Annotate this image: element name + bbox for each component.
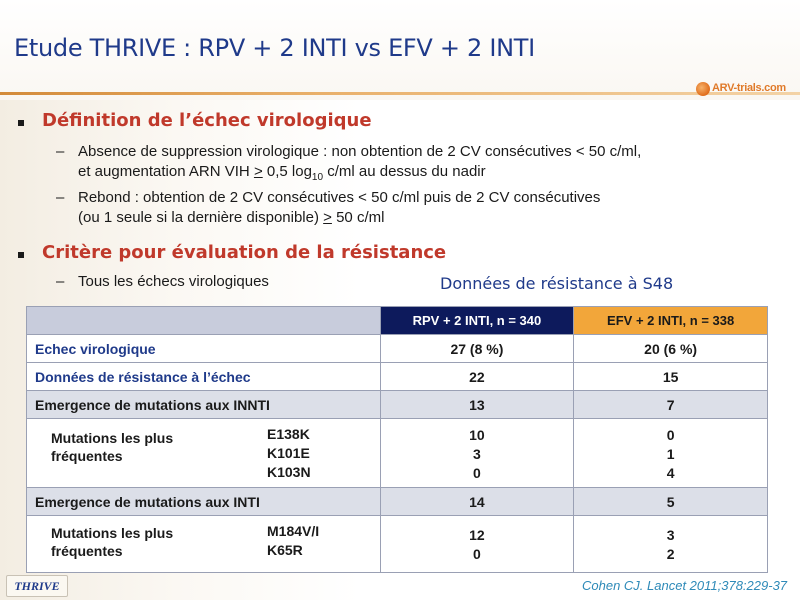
logo-text: ARV-trials.com (712, 82, 786, 94)
efv-value: 7 (574, 391, 768, 419)
row-label: Echec virologique (27, 335, 381, 363)
mutation-name: M184V/I (267, 523, 320, 539)
mutation-name: K103N (267, 464, 311, 480)
sub-item-3-line1: Tous les échecs virologiques (78, 273, 269, 290)
mutation-name: K65R (267, 542, 303, 558)
mutations-label: Mutations les plus fréquentes (51, 430, 174, 464)
arv-trials-logo (696, 80, 792, 98)
table-row (27, 391, 768, 419)
sub-item-2-line1: Rebond : obtention de 2 CV consécutives < 50 c/ml puis de 2 CV consécutives (78, 189, 601, 206)
bullet-square-icon (18, 252, 24, 258)
efv-values (574, 419, 768, 488)
mutation-list (267, 425, 311, 482)
table-row (27, 516, 768, 573)
mutations-cell (27, 419, 381, 488)
efv-value: 1 (666, 445, 675, 462)
header-rpv: RPV + 2 INTI, n = 340 (380, 307, 574, 335)
table-row (27, 335, 768, 363)
rpv-value: 12 (469, 527, 485, 543)
rpv-value: 3 (473, 445, 481, 462)
row-label: Données de résistance à l’échec (27, 363, 381, 391)
dash-marker: – (56, 143, 65, 160)
bullet-heading-criterion: Critère pour évaluation de la résistance (42, 242, 447, 263)
bullet-square-icon (18, 120, 24, 126)
title-rule (0, 92, 800, 95)
table-header-row (27, 307, 768, 335)
mutation-list (267, 522, 319, 560)
header-efv: EFV + 2 INTI, n = 338 (574, 307, 768, 335)
logo-mark-icon (696, 82, 710, 96)
rpv-values (380, 516, 574, 573)
slide-title: Etude THRIVE : RPV + 2 INTI vs EFV + 2 INTI (14, 34, 535, 62)
efv-value: 4 (666, 464, 675, 481)
rpv-value: 0 (473, 464, 481, 481)
sub-item-2-line2: (ou 1 seule si la dernière disponible) > 50 c/ml (78, 209, 385, 226)
thrive-badge: THRIVE (6, 575, 68, 597)
dash-marker: – (56, 189, 65, 206)
sub-item-1-line2: et augmentation ARN VIH > 0,5 $\log_{10} c/ml$ au dessus du nadir (78, 163, 486, 183)
rpv-value: 27 (8 %) (380, 335, 574, 363)
efv-value: 5 (574, 488, 768, 516)
mutation-name: K101E (267, 445, 310, 461)
efv-values (574, 516, 768, 573)
table-row (27, 488, 768, 516)
efv-value: 20 (6 %) (574, 335, 768, 363)
rpv-value: 13 (380, 391, 574, 419)
efv-value: 2 (666, 546, 675, 562)
resistance-table (26, 306, 768, 573)
header-empty-cell (27, 307, 381, 335)
rpv-value: 22 (380, 363, 574, 391)
mutations-label: Mutations les plus fréquentes (51, 525, 174, 559)
rpv-value: 10 (469, 426, 485, 443)
rpv-value: 14 (380, 488, 574, 516)
rpv-values (380, 419, 574, 488)
dash-marker: – (56, 273, 65, 290)
mutations-cell (27, 516, 381, 573)
table-row (27, 419, 768, 488)
efv-value: 3 (666, 527, 675, 543)
bullet-heading-definition: Définition de l’échec virologique (42, 110, 372, 131)
efv-value: 15 (574, 363, 768, 391)
row-label: Emergence de mutations aux INNTI (27, 391, 381, 419)
efv-value: 0 (666, 426, 675, 443)
mutation-name: E138K (267, 426, 310, 442)
citation: Cohen CJ. Lancet 2011;378:229-37 (582, 578, 788, 593)
table-title: Données de résistance à S48 (440, 274, 674, 293)
rpv-value: 0 (473, 546, 481, 562)
table-row (27, 363, 768, 391)
row-label: Emergence de mutations aux INTI (27, 488, 381, 516)
sub-item-1-line1: Absence de suppression virologique : non obtention de 2 CV consécutives < 50 c/ml, (78, 143, 642, 160)
